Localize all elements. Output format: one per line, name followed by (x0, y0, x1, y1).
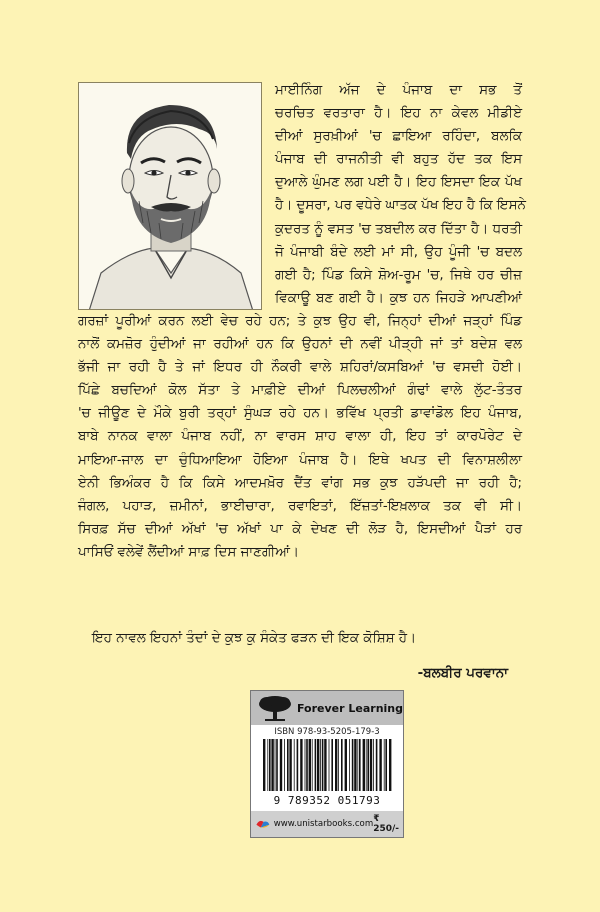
author-portrait (78, 82, 262, 310)
barcode-bar (373, 739, 374, 791)
text-line: ਵਿਕਾਊ ਬਣ ਗਈ ਹੈ। ਕੁਝ ਹਨ ਜਿਹੜੇ ਆਪਣੀਆਂ (275, 290, 522, 306)
barcode-bar (289, 739, 291, 791)
tree-logo-icon (257, 693, 293, 723)
barcode-bar (306, 739, 308, 791)
barcode-bar (367, 739, 369, 791)
barcode-bar (300, 739, 302, 791)
barcode-bar (305, 739, 306, 791)
barcode-bar (317, 739, 319, 791)
text-line: ਕੁਦਰਤ ਨੂੰ ਵਸਤ 'ਚ ਤਬਦੀਲ ਕਰ ਦਿੱਤਾ ਹੈ। ਧਰਤੀ (275, 221, 522, 237)
text-line: ਦੀਆਂ ਸੁਰਖ਼ੀਆਂ 'ਚ ਛਾਇਆ ਰਹਿੰਦਾ, ਬਲਕਿ (275, 129, 522, 145)
barcode-bar (322, 739, 324, 791)
barcode-bar (345, 739, 347, 791)
barcode-bar (269, 739, 271, 791)
barcode-bar (280, 739, 282, 791)
barcode-bar (324, 739, 326, 791)
text-line: ਪਾਸਿਓਂ ਵਲੇਵੇਂ ਲੈਂਦੀਆਂ ਸਾਫ਼ ਦਿਸ ਜਾਣਗੀਆਂ। (78, 544, 299, 560)
barcode-bar (276, 739, 278, 791)
barcode-bar (352, 739, 354, 791)
barcode-bar (366, 739, 367, 791)
closing-line: ਇਹ ਨਾਵਲ ਇਹਨਾਂ ਤੰਦਾਂ ਦੇ ਕੁਝ ਕੁ ਸੰਕੇਤ ਫੜਨ ਦੀ ਇਕ ਕੋਸ਼ਿਸ਼ ਹੈ। (92, 631, 417, 646)
barcode-bar (315, 739, 317, 791)
barcode-bar (309, 739, 311, 791)
barcode-digits: 9 789352 051793 (273, 794, 381, 807)
text-line: ਗਰਜ਼ਾਂ ਪੂਰੀਆਂ ਕਰਨ ਲਈ ਵੇਚ ਰਹੇ ਹਨ; ਤੇ ਕੁਝ ਉਹ ਵੀ, ਜਿਨ੍ਹਾਂ ਦੀਆਂ ਜੜ੍ਹਾਂ ਪਿੰਡ (78, 314, 522, 329)
barcode-bar (312, 739, 313, 791)
barcode-bars (261, 739, 395, 791)
text-line: ਪੰਜਾਬ ਦੀ ਰਾਜਨੀਤੀ ਵੀ ਬਹੁਤ ਹੱਦ ਤਕ ਇਸ (275, 152, 522, 168)
text-line: ਜੰਗਲ, ਪਹਾੜ, ਜ਼ਮੀਨਾਂ, ਭਾਈਚਾਰਾ, ਰਵਾਇਤਾਂ, ਇੱਜ਼ਤਾਂ-ਇਖ਼ਲਾਕ ਤਕ ਵੀ ਸੀ। (78, 498, 522, 514)
text-line: ਏਨੀ ਭਿਅੰਕਰ ਹੈ ਕਿ ਕਿਸੇ ਆਦਮਖ਼ੋਰ ਦੈਂਤ ਵਾਂਗ ਸਭ ਕੁਝ ਹੜੱਪਦੀ ਜਾ ਰਹੀ ਹੈ; (78, 475, 522, 491)
barcode-bar (354, 739, 356, 791)
barcode-bar (359, 739, 361, 791)
barcode-bar (389, 739, 391, 791)
barcode-bar (267, 739, 268, 791)
barcode-bar (357, 739, 358, 791)
text-line: ਨਾਲੋਂ ਕਮਜ਼ੋਰ ਹੁੰਦੀਆਂ ਜਾ ਰਹੀਆਂ ਹਨ ਕਿ ਉਹਨਾਂ ਦੀ ਨਵੀਂ ਪੀੜ੍ਹੀ ਜਾਂ ਤਾਂ ਬਦੇਸ਼ ਵਲ (78, 337, 522, 353)
barcode-bar (263, 739, 265, 791)
text-line: ਹੈ। ਦੂਸਰਾ, ਪਰ ਵਧੇਰੇ ਘਾਤਕ ਪੱਖ ਇਹ ਹੈ ਕਿ ਇਸਨੇ (275, 198, 526, 214)
text-line: ਗਈ ਹੈ; ਪਿੰਡ ਕਿਸੇ ਸ਼ੋਅ-ਰੂਮ 'ਚ, ਜਿਥੇ ਹਰ ਚੀਜ਼ (275, 267, 522, 283)
publisher-website: www.unistarbooks.com (273, 819, 374, 829)
intro-paragraph (275, 79, 526, 310)
barcode-bar (284, 739, 285, 791)
text-line: ਜੋ ਪੰਜਾਬੀ ਬੰਦੇ ਲਈ ਮਾਂ ਸੀ, ਉਹ ਪੂੰਜੀ 'ਚ ਬਦਲ (275, 244, 522, 260)
barcode-bar (320, 739, 321, 791)
isbn-text: ISBN 978-93-5205-179-3 (274, 727, 380, 737)
barcode-bar (287, 739, 289, 791)
text-line: ਚਰਚਿਤ ਵਰਤਾਰਾ ਹੈ। ਇਹ ਨਾ ਕੇਵਲ ਮੀਡੀਏ (275, 106, 522, 122)
unistar-logo-icon (255, 815, 271, 833)
text-line: ਮਾਇਆ-ਜਾਲ ਦਾ ਚੁੰਧਿਆਇਆ ਹੋਇਆ ਪੰਜਾਬ ਹੈ। ਇਥੇ ਖਪਤ ਦੀ ਵਿਨਾਸ਼ਲੀਲਾ (78, 452, 522, 468)
text-line: 'ਚ ਜੀਊਣ ਦੇ ਮੌਕੇ ਬੁਰੀ ਤਰ੍ਹਾਂ ਸੁੰਘੜ ਰਹੇ ਹਨ। ਭਵਿੱਖ ਪ੍ਰਤੀ ਡਾਵਾਂਡੋਲ ਇਹ ਪੰਜਾਬ, (78, 406, 522, 422)
barcode-bar (370, 739, 372, 791)
barcode-bar (349, 739, 350, 791)
barcode-bar (379, 739, 381, 791)
barcode-bar (376, 739, 378, 791)
barcode-bar (363, 739, 365, 791)
text-line: ਦੁਆਲੇ ਘੁੰਮਣ ਲਗ ਪਈ ਹੈ। ਇਹ ਇਸਦਾ ਇਕ ਪੱਖ (275, 175, 522, 191)
text-line: ਭੱਜੀ ਜਾ ਰਹੀ ਹੈ ਤੇ ਜਾਂ ਇਧਰ ਹੀ ਨੌਕਰੀ ਵਾਲੇ ਸ਼ਹਿਰਾਂ/ਕਸਬਿਆਂ 'ਚ ਵਸਦੀ ਹੋਈ। (78, 360, 522, 376)
text-line: ਸਿਰਫ਼ ਸੱਚ ਦੀਆਂ ਅੱਖਾਂ 'ਚ ਅੱਖਾਂ ਪਾ ਕੇ ਦੇਖਣ ਦੀ ਲੋੜ ਹੈ, ਇਸਦੀਆਂ ਪੈੜਾਂ ਹਰ (78, 521, 522, 537)
barcode-bar (294, 739, 295, 791)
barcode-bar (297, 739, 299, 791)
barcode-bar (385, 739, 387, 791)
barcode-bar (271, 739, 273, 791)
barcode-bar (384, 739, 385, 791)
barcode-bar (341, 739, 343, 791)
barcode-block (250, 690, 404, 838)
author-signature: -ਬਲਬੀਰ ਪਰਵਾਨਾ (417, 665, 508, 681)
text-line: ਪਿੱਛੇ ਬਚਦਿਆਂ ਕੋਲ ਸੱਤਾ ਤੇ ਮਾਫ਼ੀਏ ਦੀਆਂ ਪਿਲਚਲੀਆਂ ਗੰਢਾਂ ਵਾਲੇ ਲੁੱਟ-ਤੰਤਰ (78, 383, 522, 399)
barcode-bar (331, 739, 333, 791)
text-line: ਮਾਈਨਿੰਗ ਅੱਜ ਦੇ ਪੰਜਾਬ ਦਾ ਸਭ ਤੋਂ (275, 83, 522, 98)
text-line: ਬਾਬੇ ਨਾਨਕ ਵਾਲਾ ਪੰਜਾਬ ਨਹੀਂ, ਨਾ ਵਾਰਸ ਸ਼ਾਹ ਵਾਲਾ ਹੀ, ਇਹ ਤਾਂ ਕਾਰਪੋਰੇਟ ਦੇ (78, 429, 522, 445)
publisher-footer (251, 811, 403, 837)
author-sketch-image (79, 83, 262, 310)
publisher-slogan: Forever Learning (296, 701, 404, 715)
barcode-bar (275, 739, 276, 791)
barcode-bar (338, 739, 339, 791)
publisher-header (251, 691, 403, 725)
body-paragraph (78, 310, 522, 564)
barcode-bar (335, 739, 337, 791)
barcode-bar (329, 739, 330, 791)
price-label: ₹ 250/- (373, 814, 399, 834)
